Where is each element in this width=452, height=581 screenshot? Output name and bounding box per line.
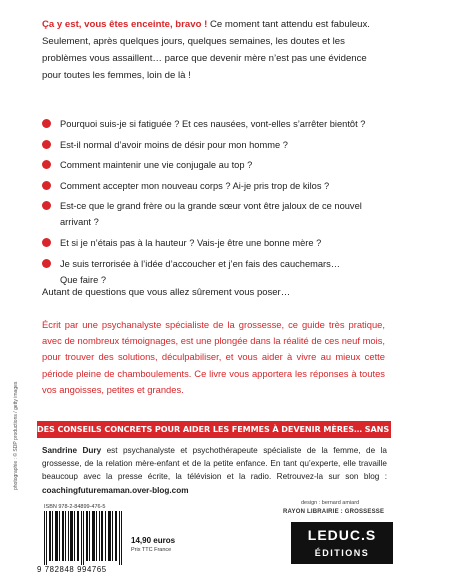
barcode-number: 9 782848 994765 bbox=[37, 565, 107, 574]
list-item: Est-ce que le grand frère ou la grande sœur vont être jaloux de ce nouvel arrivant ? bbox=[42, 198, 387, 230]
price-note: Prix TTC France bbox=[131, 547, 172, 553]
bullet-icon bbox=[42, 119, 51, 128]
design-credit: design : bernard amiard bbox=[301, 500, 360, 506]
barcode-icon bbox=[44, 511, 124, 565]
question-list bbox=[42, 116, 387, 292]
price: 14,90 euros bbox=[131, 536, 176, 545]
author-bio: Sandrine Dury est psychanalyste et psychothérapeute spécialiste de la femme, de la grossesse, de la relation mère-enfant et de la petite enfance. En tant qu’experte, elle travaille beaucoup avec la presse écrite, la télévision et la radio. Retrouvez-la sur son blog : coachingfuturemaman.over-blog.com bbox=[42, 446, 387, 495]
publisher-logo: LEDUC.S ÉDITIONS bbox=[291, 522, 393, 564]
list-item: Comment accepter mon nouveau corps ? Ai-je pris trop de kilos ? bbox=[42, 178, 387, 194]
intro-lead: Ça y est, vous êtes enceinte, bravo ! bbox=[42, 19, 208, 30]
shelf-category: RAYON LIBRAIRIE : GROSSESSE bbox=[283, 509, 385, 515]
list-item: Est-il normal d’avoir moins de désir pour mon homme ? bbox=[42, 137, 387, 153]
list-item: Comment maintenir une vie conjugale au top ? bbox=[42, 157, 387, 173]
list-item: Et si je n’étais pas à la hauteur ? Vais-je être une bonne mère ? bbox=[42, 235, 387, 251]
bullet-icon bbox=[42, 238, 51, 247]
book-pitch: Écrit par une psychanalyste spécialiste de la grossesse, ce guide très pratique, avec de nombreux témoignages, est une plongée dans la réalité de ces neuf mois, pour trouver des solutions, déculpabiliser, et vous aider à vivre au mieux cette période pleine de chamboulements. Ce livre vous apportera les réponses à toutes vos angoisses, petites et grandes. bbox=[42, 319, 385, 395]
red-banner: DES CONSEILS CONCRETS POUR AIDER LES FEMMES À DEVENIR MÈRES… SANS AVOIR PEUR ! bbox=[37, 421, 391, 438]
blog-link[interactable]: coachingfuturemaman.over-blog.com bbox=[42, 485, 189, 495]
bullet-icon bbox=[42, 201, 51, 210]
isbn-text: ISBN 978-2-84899-476-5 bbox=[44, 504, 106, 510]
bullet-icon bbox=[42, 259, 51, 268]
author-name: Sandrine Dury bbox=[42, 446, 102, 455]
bullet-icon bbox=[42, 181, 51, 190]
list-item: Je suis terrorisée à l’idée d’accoucher et j’en fais des cauchemars… Que faire ? bbox=[42, 256, 387, 288]
photo-credit: photographie : © SDP productions / getty images bbox=[13, 381, 19, 490]
intro-text: Ce moment tant attendu est fabuleux. Seulement, après quelques jours, quelques semaines, les doutes et les problèmes vous assaillent… parce que devenir mère n’est pas une évidence pour toutes les femmes, loin de là ! bbox=[42, 19, 370, 81]
list-item: Pourquoi suis-je si fatiguée ? Et ces nausées, vont-elles s’arrêter bientôt ? bbox=[42, 116, 387, 132]
bullet-icon bbox=[42, 160, 51, 169]
outro-text: Autant de questions que vous allez sûrement vous poser… bbox=[42, 287, 291, 298]
bullet-icon bbox=[42, 140, 51, 149]
intro-paragraph bbox=[42, 16, 382, 84]
